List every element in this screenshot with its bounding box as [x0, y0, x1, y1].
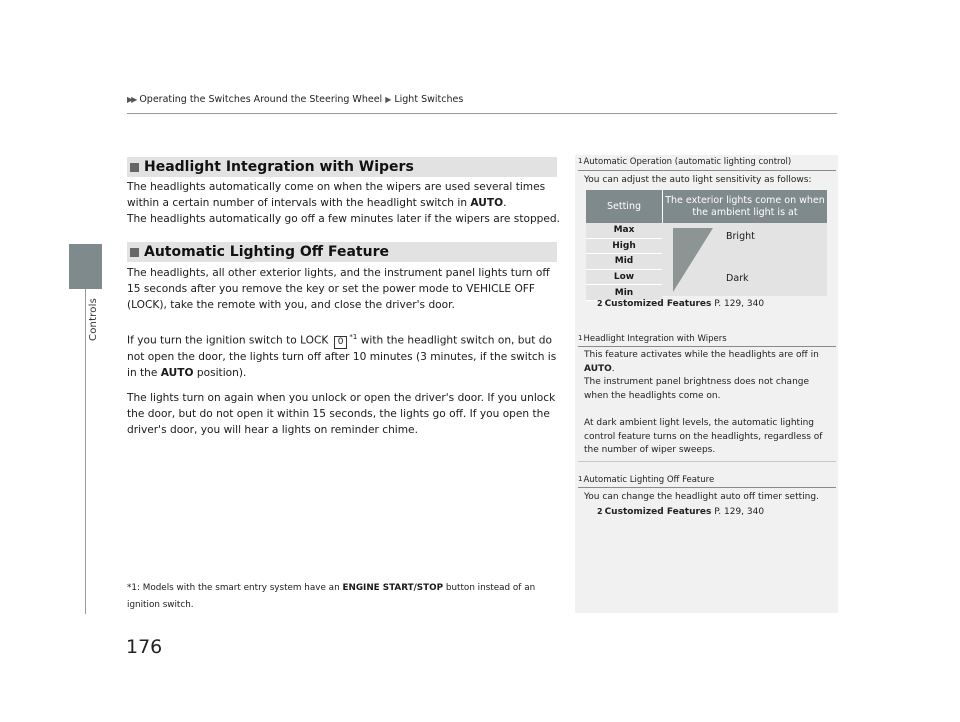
breadcrumb-part1[interactable]: Operating the Switches Around the Steering Wheel [139, 94, 383, 105]
note-text: At dark ambient light levels, the automatic lighting control feature turns on the headlights, regardless of the number of wiper sweeps. [584, 418, 823, 455]
table-row: High [586, 239, 662, 255]
note-divider [578, 170, 836, 171]
bright-label: Bright [726, 231, 755, 242]
cross-reference-link[interactable]: 2 Customized Features P. 129, 340 [597, 299, 765, 309]
note-text: The instrument panel brightness does not change when the headlights come on. [584, 377, 810, 401]
section-title: Automatic Lighting Off Feature [144, 244, 389, 260]
table-row: Max [586, 223, 662, 239]
column-header-setting: Setting [586, 190, 663, 223]
lock-position-key: 0 [334, 336, 348, 349]
note-text: You can adjust the auto light sensitivity as follows: [584, 175, 812, 185]
section-heading-wipers [127, 157, 557, 177]
ambient-light-scale [662, 223, 827, 296]
reference-icon: 2 [597, 299, 603, 308]
square-bullet-icon [130, 163, 139, 172]
paragraph: The headlights automatically go off a few minutes later if the wipers are stopped. [127, 213, 561, 225]
side-tab-label: Controls [88, 298, 99, 341]
cross-reference-link[interactable]: 2 Customized Features P. 129, 340 [597, 507, 765, 517]
reference-icon: 2 [597, 507, 603, 516]
table-row: Min [586, 285, 662, 301]
paragraph: The lights turn on again when you unlock or open the driver's door. If you unlock the door, but do not open it within 15 seconds, the lights go off. If you open the driver's door, you will hear a lights on reminder chime. [127, 392, 556, 436]
side-divider [85, 289, 86, 614]
paragraph: The headlights automatically come on when the wipers are used several times within a certain number of intervals with the headlight switch in AUTO. [127, 181, 546, 209]
note-text: This feature activates while the headlights are off in AUTO. [584, 350, 819, 374]
column-header-ambient: The exterior lights come on when the ambient light is at [665, 194, 825, 218]
paragraph: If you turn the ignition switch to LOCK 0 $^{*1}$ with the headlight switch on, but do not open the door, the lights turn off after 10 minutes (3 minutes, if the switch is in the AUTO position). [127, 333, 557, 379]
arrow-icon: ▶ [385, 95, 392, 104]
double-arrow-icon: ▶▶ [127, 95, 136, 104]
note-heading-lighting-off: $^1$Automatic Lighting Off Feature [578, 475, 715, 485]
table-header [586, 190, 827, 223]
table-row: Low [586, 270, 662, 286]
header-divider [127, 113, 837, 114]
note-text: You can change the headlight auto off timer setting. [584, 492, 819, 502]
paragraph: The headlights, all other exterior lights, and the instrument panel lights turn off 15 seconds after you remove the key or set the power mode to VEHICLE OFF (LOCK), take the remote with you, and close the driver's door. [127, 267, 550, 311]
note-heading-wipers: $^1$Headlight Integration with Wipers [578, 334, 727, 344]
breadcrumb [127, 94, 463, 105]
table-row: Mid [586, 254, 662, 270]
note-heading-auto-operation: $^1$Automatic Operation (automatic lighting control) [578, 157, 792, 167]
note-divider [578, 346, 836, 347]
square-bullet-icon [130, 248, 139, 257]
dark-label: Dark [726, 273, 749, 284]
side-tab-marker [69, 244, 102, 289]
footnote: *1: Models with the smart entry system have an ENGINE START/STOP button instead of an ignition switch. [127, 583, 536, 610]
breadcrumb-part2[interactable]: Light Switches [394, 94, 464, 105]
note-divider [578, 487, 836, 488]
section-heading-lighting-off [127, 242, 557, 262]
gradient-triangle-icon [673, 228, 713, 292]
note-separator [578, 461, 836, 462]
section-title: Headlight Integration with Wipers [144, 159, 414, 175]
page-number: 176 [126, 636, 163, 658]
